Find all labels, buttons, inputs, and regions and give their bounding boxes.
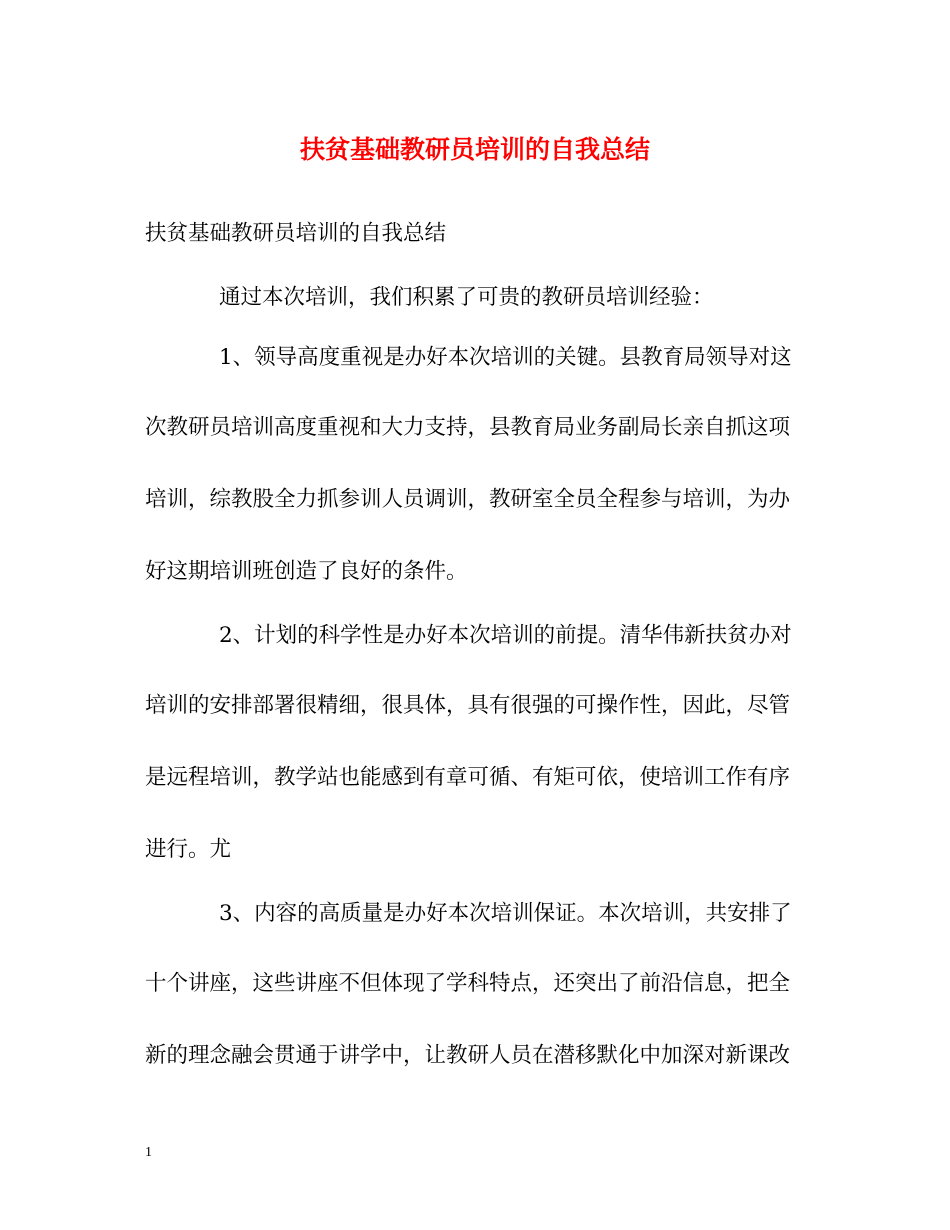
paragraph-3-line-1: 3、内容的高质量是办好本次培训保证。本次培训，共安排了 xyxy=(219,901,792,926)
paragraph-1-line-4: 好这期培训班创造了良好的条件。 xyxy=(145,559,468,584)
paragraph-1-line-3: 培训，综教股全力抓参训人员调训，教研室全员全程参与培训，为办 xyxy=(145,487,791,512)
paragraph-3-line-3: 新的理念融会贯通于讲学中，让教研人员在潜移默化中加深对新课改 xyxy=(145,1043,791,1068)
paragraph-2-line-2: 培训的安排部署很精细，很具体，具有很强的可操作性，因此，尽管 xyxy=(145,693,791,718)
page-number: 1 xyxy=(145,1145,152,1160)
document-subtitle: 扶贫基础教研员培训的自我总结 xyxy=(145,221,447,246)
paragraph-2-line-1: 2、计划的科学性是办好本次培训的前提。清华伟新扶贫办对 xyxy=(219,623,792,648)
paragraph-1-line-2: 次教研员培训高度重视和大力支持，县教育局业务副局长亲自抓这项 xyxy=(145,415,791,440)
document-title: 扶贫基础教研员培训的自我总结 xyxy=(299,135,650,164)
paragraph-2-line-3: 是远程培训，教学站也能感到有章可循、有矩可依，使培训工作有序 xyxy=(145,765,791,790)
paragraph-2-line-4: 进行。尤 xyxy=(145,837,232,862)
paragraph-1-line-1: 1、领导高度重视是办好本次培训的关键。县教育局领导对这 xyxy=(219,345,792,370)
paragraph-3-line-2: 十个讲座，这些讲座不但体现了学科特点，还突出了前沿信息，把全 xyxy=(145,971,791,996)
intro-line: 通过本次培训，我们积累了可贵的教研员培训经验： xyxy=(219,285,714,310)
